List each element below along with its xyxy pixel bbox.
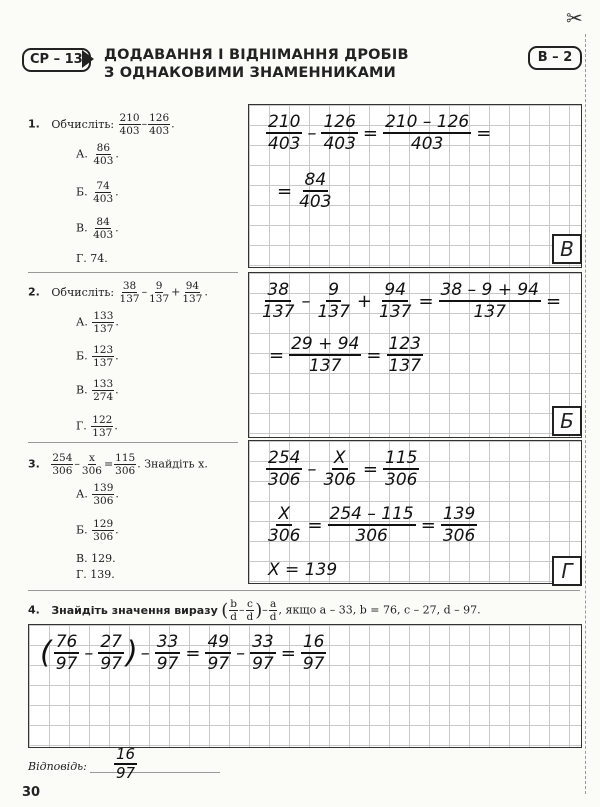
task3-fraction-2: $\frac{x}{306}$ xyxy=(81,452,102,477)
task2-work-line-2: = $\frac{29 + 94}{137}$ = $\frac{123}{137}$ xyxy=(269,334,421,376)
task2-option-a: А. $\frac{133}{137}$ . xyxy=(76,310,119,335)
task3-option-a: А. $\frac{139}{306}$ . xyxy=(76,482,119,507)
task3-option-b: Б. $\frac{129}{306}$ . xyxy=(76,518,119,543)
task3-work-line-2: $\frac{X}{306}$ = $\frac{254 - 115}{306}$ = $\frac{139}{306}$ xyxy=(268,504,476,546)
variant-badge: В – 2 xyxy=(528,46,582,70)
task2-number: 2. xyxy=(28,285,40,299)
task1-answer-box: В xyxy=(552,234,582,264)
task4-fraction-a: $\frac{a}{d}$ xyxy=(269,598,277,623)
answer-label: Відповідь: xyxy=(28,760,87,773)
task3-question: 3. $\frac{254}{306}$ – $\frac{x}{306}$ = $\frac{115}{306}$ . Знайдіть x. xyxy=(28,452,208,477)
task1-option-a: А. $\frac{86}{403}$ . xyxy=(76,142,119,167)
scissors-icon: ✂ xyxy=(566,6,583,30)
task1-label: Обчисліть: xyxy=(51,117,115,131)
task4-question: 4. Знайдіть значення виразу ( $\frac{b}{d}$ – $\frac{c}{d}$ )– $\frac{a}{d}$ , якщо a – 33, b = 76, c – 27, d – 97. xyxy=(28,598,481,623)
task2-option-b: Б. $\frac{123}{137}$ . xyxy=(76,344,119,369)
task3-answer-box: Г xyxy=(552,556,582,586)
task2-option-g: Г. $\frac{122}{137}$ . xyxy=(76,414,118,439)
task2-question: 2. Обчисліть: $\frac{38}{137}$ – $\frac{9}{137}$ + $\frac{94}{137}$ . xyxy=(28,280,208,305)
task3-divider xyxy=(28,590,580,591)
task3-work-line-3: X = 139 xyxy=(268,560,338,580)
task3-fraction-1: $\frac{254}{306}$ xyxy=(52,452,73,477)
task3-label: . Знайдіть x. xyxy=(137,457,208,471)
task1-question: 1. Обчисліть: $\frac{210}{403}$ – $\frac{126}{403}$ . xyxy=(28,112,175,137)
task1-option-v: В. $\frac{84}{403}$ . xyxy=(76,216,119,241)
task2-label: Обчисліть: xyxy=(51,285,115,299)
task3-fraction-3: $\frac{115}{306}$ xyxy=(115,452,136,477)
task4-number: 4. xyxy=(28,603,40,617)
task2-work-line-1: $\frac{38}{137}$ – $\frac{9}{137}$ + $\frac{94}{137}$ = $\frac{38 - 9 + 94}{137}$ = xyxy=(262,280,562,322)
title-line-2: З ОДНАКОВИМИ ЗНАМЕННИКАМИ xyxy=(104,65,396,81)
task4-work-line: ( $\frac{76}{97}$ – $\frac{27}{97}$ ) – $\frac{33}{97}$ = $\frac{49}{97}$ – $\frac{33}{97}$ = $\frac{16}{97}$ xyxy=(40,632,325,674)
task3-option-g: Г. 139. xyxy=(76,568,115,581)
work-badge: СР – 13 xyxy=(22,48,91,72)
task2-fraction-1: $\frac{38}{137}$ xyxy=(119,280,140,305)
task4-condition: , якщо a – 33, b = 76, c – 27, d – 97. xyxy=(278,603,481,617)
task4-fraction-b: $\frac{b}{d}$ xyxy=(230,598,238,623)
arrow-icon xyxy=(82,50,94,68)
task2-option-v: В. $\frac{133}{274}$ . xyxy=(76,378,119,403)
task3-work-line-1: $\frac{254}{306}$ – $\frac{X}{306}$ = $\frac{115}{306}$ xyxy=(268,448,418,490)
task4-fraction-c: $\frac{c}{d}$ xyxy=(246,598,254,623)
task4-answer: $\frac{16}{97}$ xyxy=(116,745,136,782)
task3-option-v: В. 129. xyxy=(76,552,116,565)
task3-number: 3. xyxy=(28,457,40,471)
task1-option-g: Г. 74. xyxy=(76,252,108,265)
task1-fraction-2: $\frac{126}{403}$ xyxy=(149,112,170,137)
task1-number: 1. xyxy=(28,117,40,131)
task1-option-b: Б. $\frac{74}{403}$ . xyxy=(76,180,119,205)
task4-label: Знайдіть значення виразу xyxy=(51,603,218,617)
title-line-1: ДОДАВАННЯ І ВІДНІМАННЯ ДРОБІВ xyxy=(104,47,409,63)
task2-fraction-3: $\frac{94}{137}$ xyxy=(182,280,203,305)
answer-line xyxy=(90,772,220,773)
task1-work-line-1: $\frac{210}{403}$ – $\frac{126}{403}$ = $\frac{210 - 126}{403}$ = xyxy=(268,112,492,154)
page-number: 30 xyxy=(22,785,41,800)
page-title xyxy=(104,46,409,82)
task2-answer-box: Б xyxy=(552,406,582,436)
task1-work-line-2: = $\frac{84}{403}$ xyxy=(277,170,332,212)
task1-divider xyxy=(28,272,238,273)
task2-fraction-2: $\frac{9}{137}$ xyxy=(149,280,170,305)
task1-fraction-1: $\frac{210}{403}$ xyxy=(119,112,140,137)
cut-line xyxy=(585,34,586,794)
task2-divider xyxy=(28,442,238,443)
